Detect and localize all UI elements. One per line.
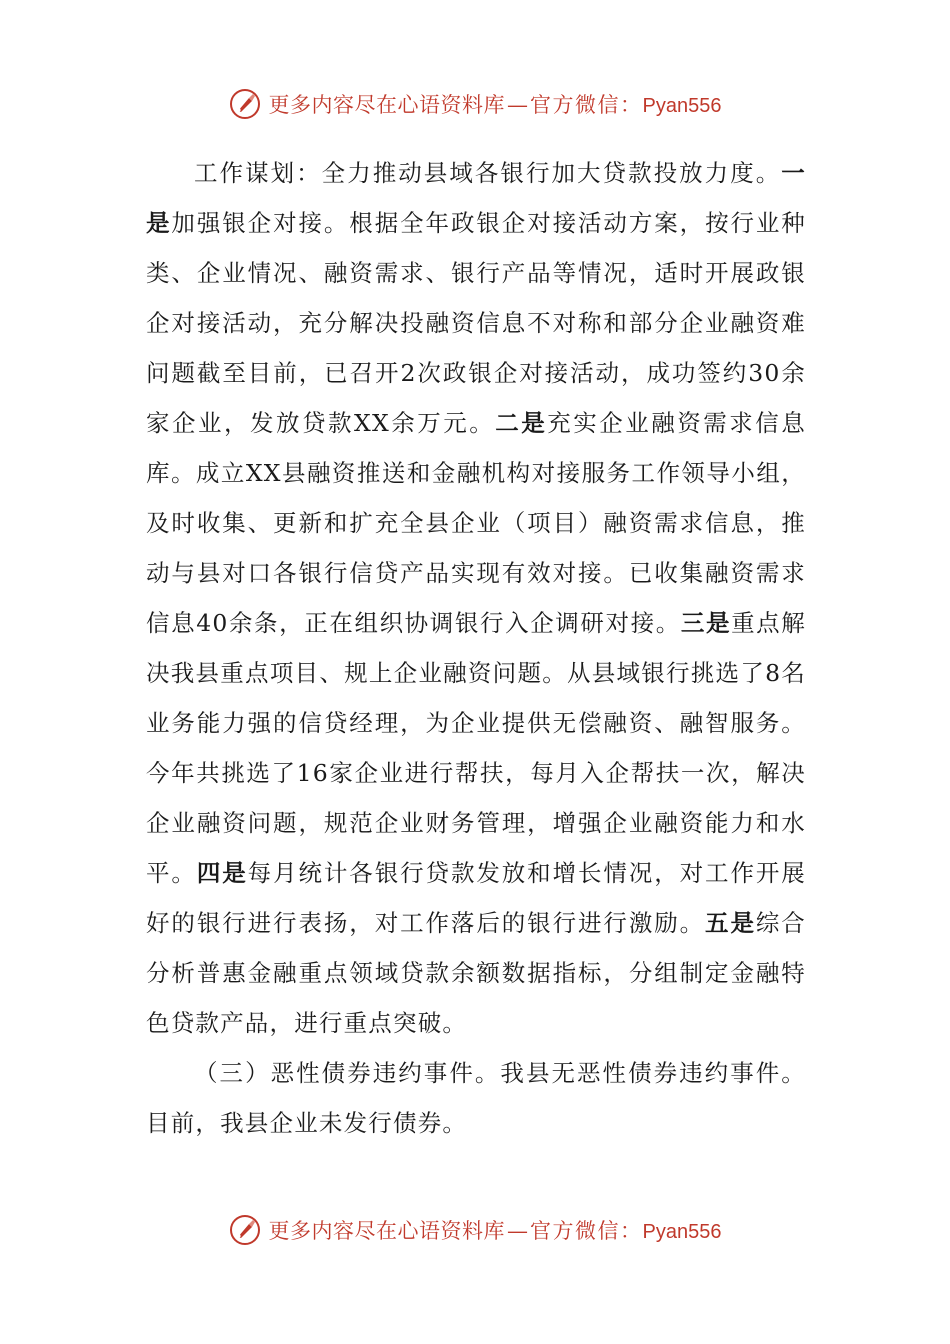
header-watermark [0,84,950,124]
watermark-text [269,1215,722,1245]
document-body [146,148,806,1148]
item-text-4: 每月统计各银行贷款发放和增长情况，对工作开展好的银行进行表扬，对工作落后的银行进行激励。 [146,859,806,937]
watermark-account: Pyan556 [642,95,722,117]
footer-watermark [0,1210,950,1250]
paragraph-bond-default [146,1048,806,1148]
item-text-1: 加强银企对接。根据全年政银企对接活动方案，按行业种类、企业情况、融资需求、银行产品等情况，适时开展政银企对接活动，充分解决投融资信息不对称和部分企业融资难问题截至目前，已召开2次政银企对接活动，成功签约30余家企业，发放贷款XX余万元。 [146,209,807,437]
item-marker-4: 四是 [196,859,248,887]
watermark-dash: — [507,1219,529,1243]
watermark-text [269,89,722,119]
watermark-label: 官方微信： [530,93,643,117]
item-marker-1: 一是 [146,159,806,237]
paragraph-work-plan [146,148,806,1048]
item-text-2: 充实企业融资需求信息库。成立XX县融资推送和金融机构对接服务工作领导小组，及时收集、更新和扩充全县企业（项目）融资需求信息，推动与县对口各银行信贷产品实现有效对接。已收集融资需求信息40余条，正在组织协调银行入企调研对接。 [146,409,806,637]
bond-default-text: （三）恶性债券违约事件。我县无恶性债券违约事件。目前，我县企业未发行债券。 [146,1059,806,1137]
watermark-dash: — [507,93,529,117]
pen-nib-logo-icon [229,88,261,120]
pen-nib-logo-icon [229,1214,261,1246]
watermark-site: 更多内容尽在心语资料库 [268,93,506,117]
watermark-label: 官方微信： [530,1219,643,1243]
item-text-5: 综合分析普惠金融重点领域贷款余额数据指标，分组制定金融特色贷款产品，进行重点突破。 [146,909,806,1037]
work-plan-lead: 工作谋划：全力推动县域各银行加大贷款投放力度。 [194,159,782,187]
watermark-site: 更多内容尽在心语资料库 [268,1219,506,1243]
item-text-3: 重点解决我县重点项目、规上企业融资问题。从县域银行挑选了8名业务能力强的信贷经理，为企业提供无偿融资、融智服务。今年共挑选了16家企业进行帮扶，每月入企帮扶一次，解决企业融资问题，规范企业财务管理，增强企业融资能力和水平。 [146,609,806,887]
item-marker-5: 五是 [705,909,756,937]
item-marker-3: 三是 [680,609,732,637]
item-marker-2: 二是 [495,409,548,437]
watermark-account: Pyan556 [642,1221,722,1243]
